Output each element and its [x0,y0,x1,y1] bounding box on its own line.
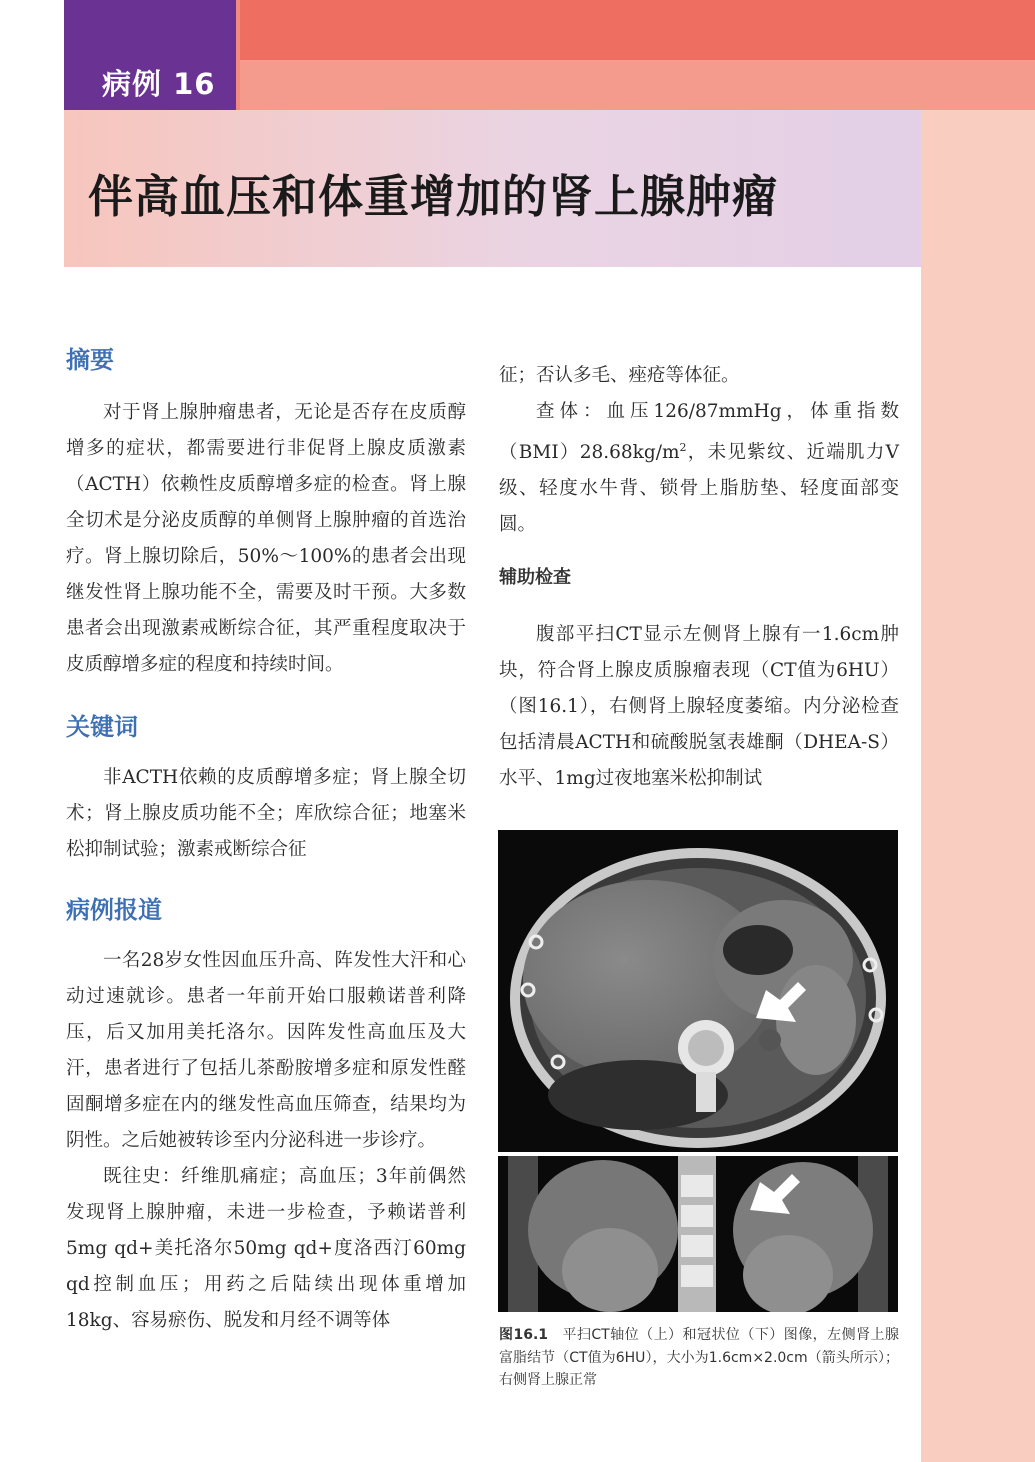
right-column [499,358,899,797]
page-side-strip [921,0,1035,1462]
superscript-2: 2 [679,441,687,454]
header-band-upper [240,0,1035,60]
keywords-text: 非ACTH依赖的皮质醇增多症；肾上腺全切术；肾上腺皮质功能不全；库欣综合征；地塞米松抑制试验；激素戒断综合征 [66,767,466,860]
case-report-heading: 病例报道 [66,896,162,924]
ct-images [498,830,898,1312]
ct-figure [498,830,898,1312]
page-title: 伴高血压和体重增加的肾上腺肿瘤 [88,170,779,223]
abstract-heading: 摘要 [66,346,114,374]
axial-ct-image [498,830,898,1152]
case-report-paragraph-2: 既往史：纤维肌痛症；高血压；3年前偶然发现肾上腺肿瘤，未进一步检查，予赖诺普利5mg qd+美托洛尔50mg qd+度洛西汀60mg qd控制血压；用药之后陆续出现体重增加18kg、容易瘀伤、脱发和月经不调等体 [66,1166,466,1331]
physical-exam-text-b: ，未见紫纹、近端肌力Ⅴ级、轻度水牛背、锁骨上脂肪垫、轻度面部变圆。 [499,442,899,536]
aux-exam-text: 腹部平扫CT显示左侧肾上腺有一1.6cm肿块，符合肾上腺皮质腺瘤表现（CT值为6HU）（图16.1），右侧肾上腺轻度萎缩。内分泌检查包括清晨ACTH和硫酸脱氢表雄酮（DHEA-S）水平、1mg过夜地塞米松抑制试 [499,624,899,790]
figure-caption-text: 平扫CT轴位（上）和冠状位（下）图像，左侧肾上腺富脂结节（CT值为6HU），大小为1.6cm×2.0cm（箭头所示）；右侧肾上腺正常 [499,1327,900,1388]
physical-exam-text-a: 查体：血压126/87mmHg，体重指数（BMI）28.68kg/m [499,401,899,464]
case-report-paragraph-2-continued: 征；否认多毛、痤疮等体征。 [499,365,740,386]
left-column [66,340,466,1339]
physical-exam-paragraph [499,394,899,543]
case-number-label: 病例 16 [102,67,216,101]
coronal-ct-image [498,1156,898,1312]
case-tab-accent [236,0,240,110]
keywords-heading: 关键词 [66,713,138,741]
header-band-lower [240,60,1035,110]
aux-exam-heading: 辅助检查 [499,567,571,589]
abstract-text: 对于肾上腺肿瘤患者，无论是否存在皮质醇增多的症状，都需要进行非促肾上腺皮质激素（ACTH）依赖性皮质醇增多症的检查。肾上腺全切术是分泌皮质醇的单侧肾上腺肿瘤的首选治疗。肾上腺切除后，50%～100%的患者会出现继发性肾上腺功能不全，需要及时干预。大多数患者会出现激素戒断综合征，其严重程度取决于皮质醇增多症的程度和持续时间。 [66,402,466,675]
figure-caption [499,1324,899,1392]
case-report-paragraph-1: 一名28岁女性因血压升高、阵发性大汗和心动过速就诊。患者一年前开始口服赖诺普利降压，后又加用美托洛尔。因阵发性高血压及大汗，患者进行了包括儿茶酚胺增多症和原发性醛固酮增多症在内的继发性高血压筛查，结果均为阴性。之后她被转诊至内分泌科进一步诊疗。 [66,950,466,1151]
figure-label: 图16.1 [499,1327,549,1343]
